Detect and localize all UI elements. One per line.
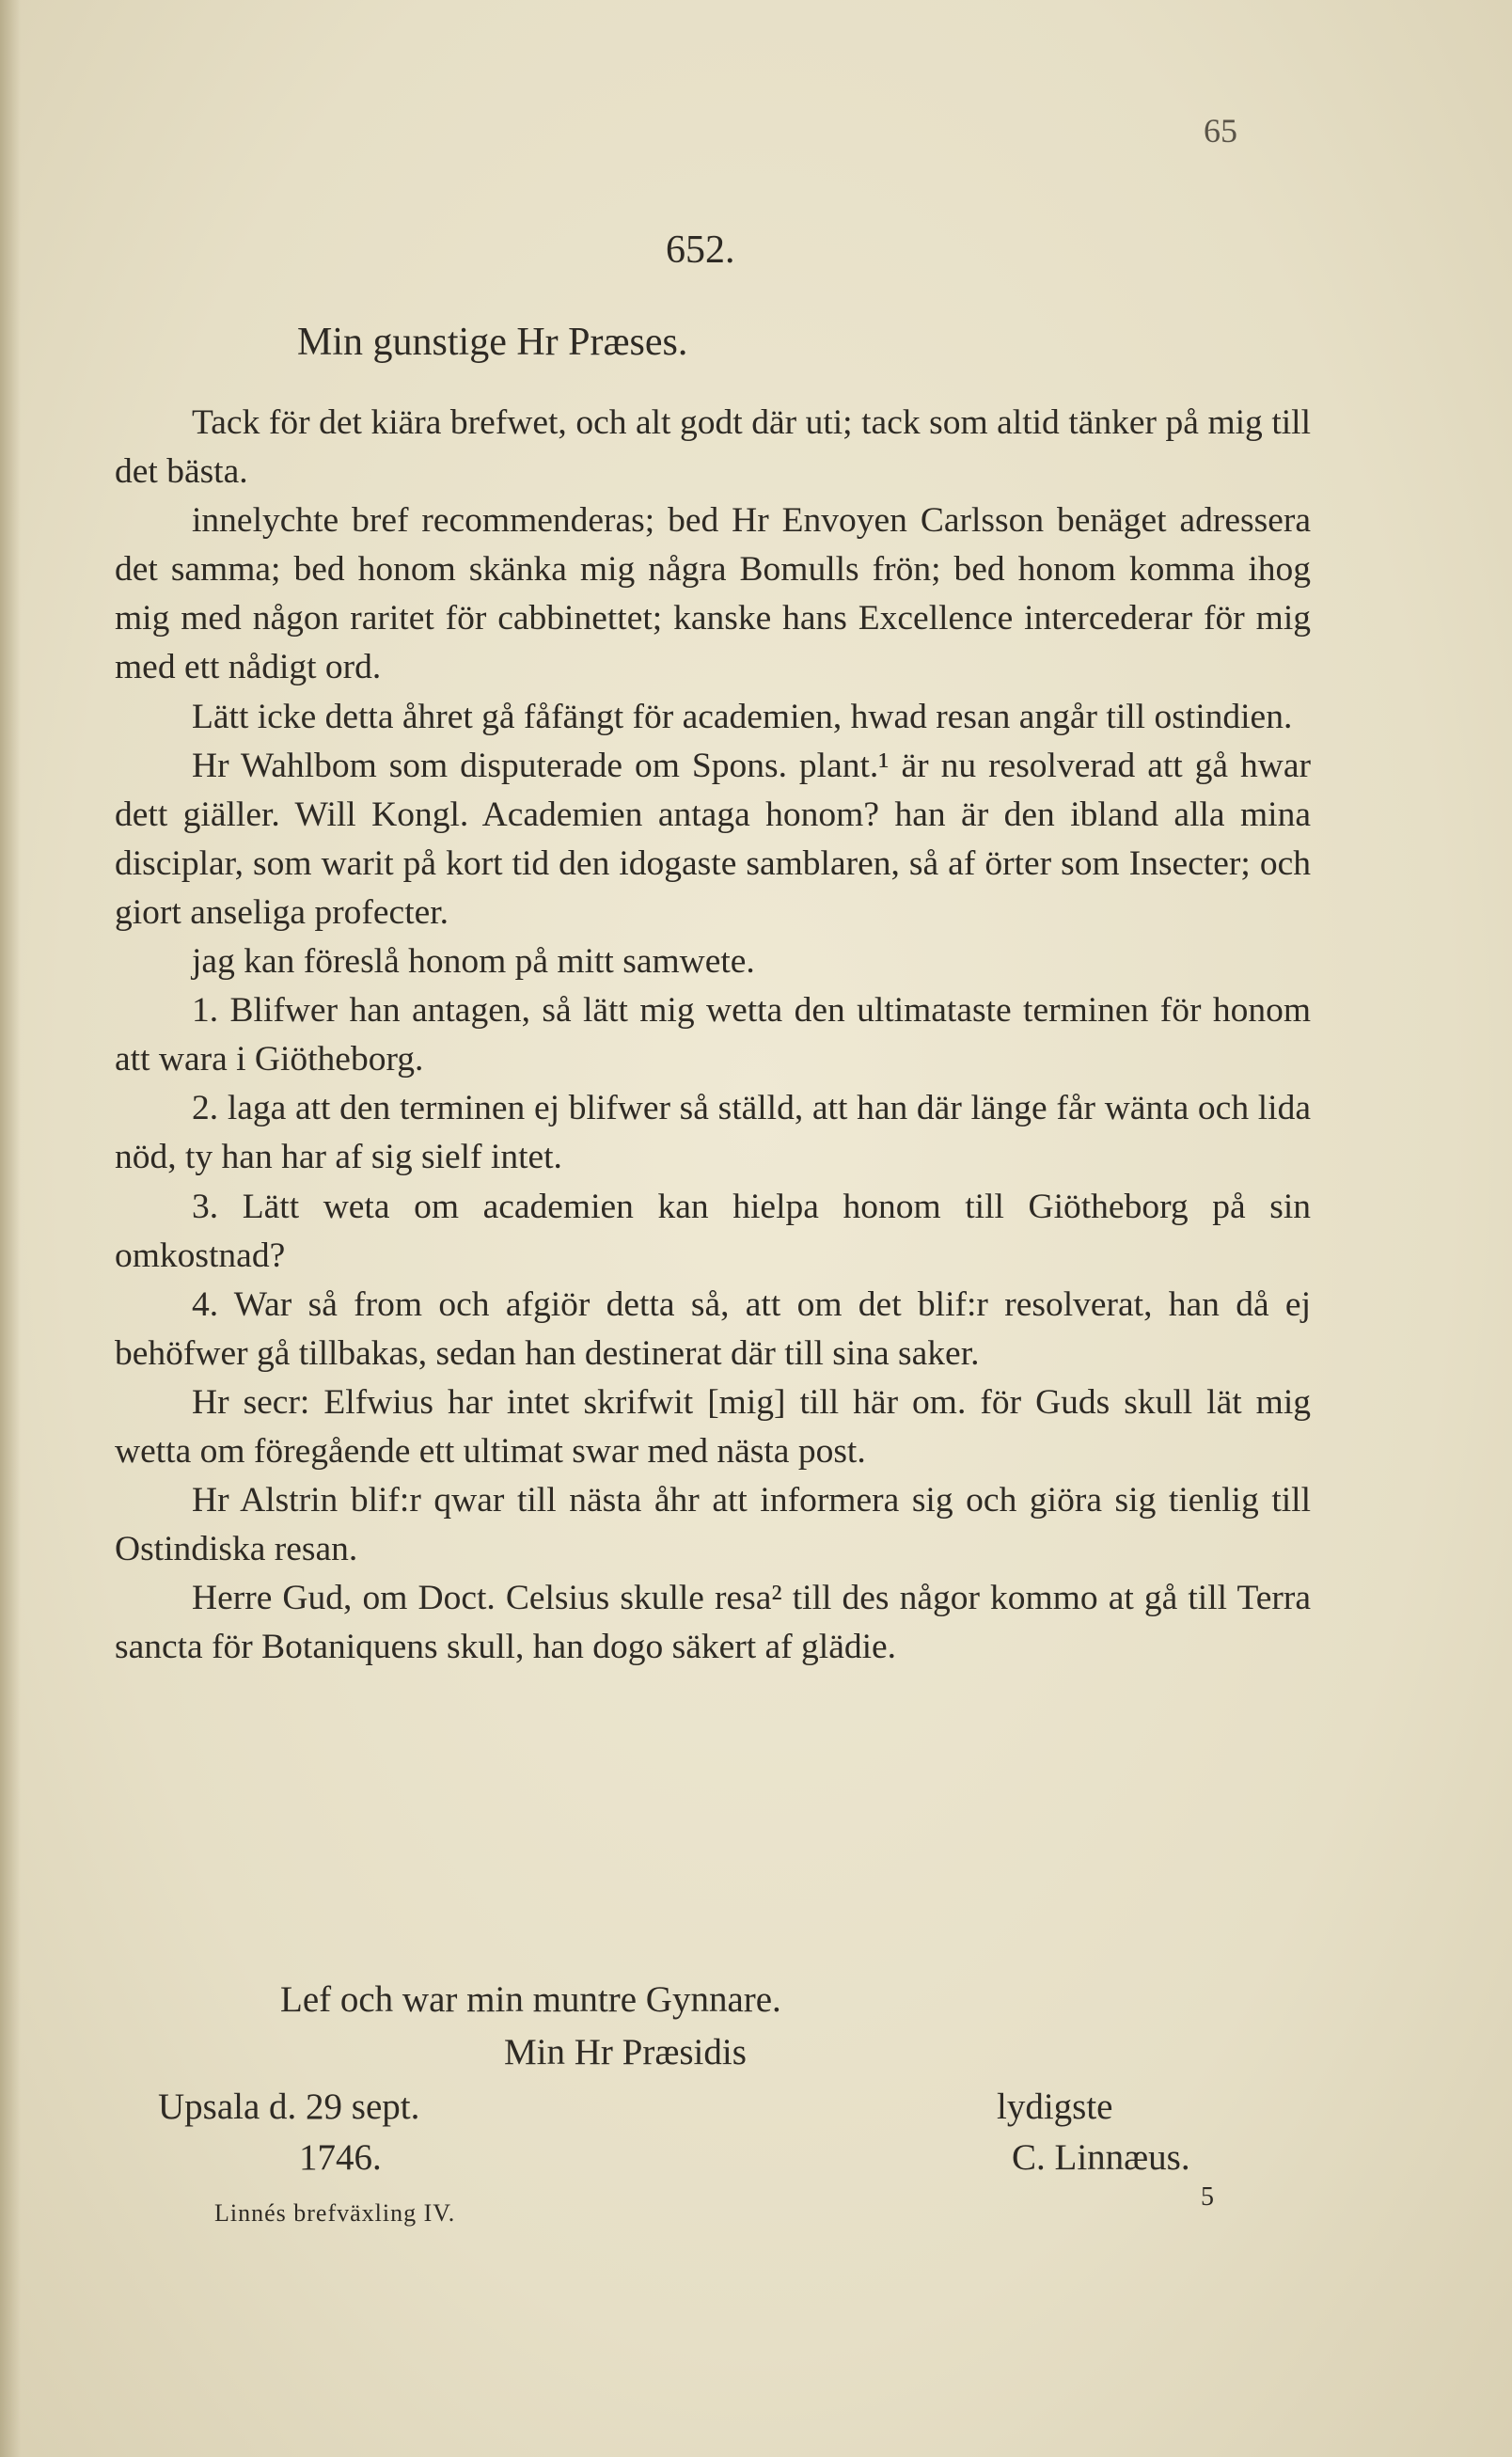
paragraph: Lätt icke detta åhret gå fåfängt för academien, hwad resan angår till ostindien. xyxy=(192,697,1293,736)
paragraph: jag kan föreslå honom på mitt samwete. xyxy=(192,942,755,982)
paragraph: Herre Gud, om Doct. Celsius skulle resa² till des någor kommo at gå till Terra sancta för Botaniquens skull, han dogo säkert af glädie. xyxy=(115,1579,1311,1667)
year: 1746. xyxy=(299,2137,382,2178)
place-date: Upsala d. 29 sept. xyxy=(158,2087,420,2127)
footer-title: Linnés brefväxling IV. xyxy=(214,2199,456,2227)
paragraph: 4. War så from och afgiör detta så, att om det blif:r resolverat, han då ej behöfwer gå tillbakas, sedan han destinerat där till sina saker. xyxy=(115,1284,1311,1373)
closing-address: Min Hr Præsidis xyxy=(504,2032,747,2072)
paragraph: 3. Lätt weta om academien kan hielpa honom till Giötheborg på sin omkostnad? xyxy=(115,1187,1311,1275)
paragraph: Tack för det kiära brefwet, och alt godt där uti; tack som altid tänker på mig till det bästa. xyxy=(115,403,1311,492)
paragraph: 1. Blifwer han antagen, så lätt mig wetta den ultimataste terminen för honom att wara i Giötheborg. xyxy=(115,991,1311,1079)
letter-number: 652. xyxy=(666,228,735,272)
paragraph: 2. laga att den terminen ej blifwer så ställd, att han där länge får wänta och lida nöd, ty han har af sig sielf intet. xyxy=(115,1089,1311,1177)
salutation: Min gunstige Hr Præses. xyxy=(297,321,688,364)
page-number: 65 xyxy=(1204,112,1237,150)
letter-body xyxy=(115,399,1311,1672)
closing-line: Lef och war min muntre Gynnare. xyxy=(280,1979,781,2020)
paragraph: Hr secr: Elfwius har intet skrifwit [mig] till här om. för Guds skull lät mig wetta om föregående ett ultimat swar med nästa post. xyxy=(115,1382,1311,1471)
page-spine-shadow xyxy=(0,0,21,2457)
signature: C. Linnæus. xyxy=(1012,2137,1190,2178)
complimentary-close: lydigste xyxy=(997,2087,1113,2127)
paragraph: Hr Wahlbom som disputerade om Spons. plant.¹ är nu resolverad att gå hwar dett giäller. Will Kongl. Academien antaga honom? han är den ibland alla mina disciplar, som warit på kort tid den idogaste samblaren, så af örter som Insecter; och giort anseliga profecter. xyxy=(115,746,1311,932)
signature-mark: 5 xyxy=(1201,2182,1214,2212)
paragraph: innelychte bref recommenderas; bed Hr Envoyen Carlsson benäget adressera det samma; bed honom skänka mig några Bomulls frön; bed honom komma ihog mig med någon raritet för cabbinettet; kanske hans Excellence intercederar för mig med ett nådigt ord. xyxy=(115,501,1311,687)
paragraph: Hr Alstrin blif:r qwar till nästa åhr att informera sig och giöra sig tienlig till Ostindiska resan. xyxy=(115,1481,1311,1569)
